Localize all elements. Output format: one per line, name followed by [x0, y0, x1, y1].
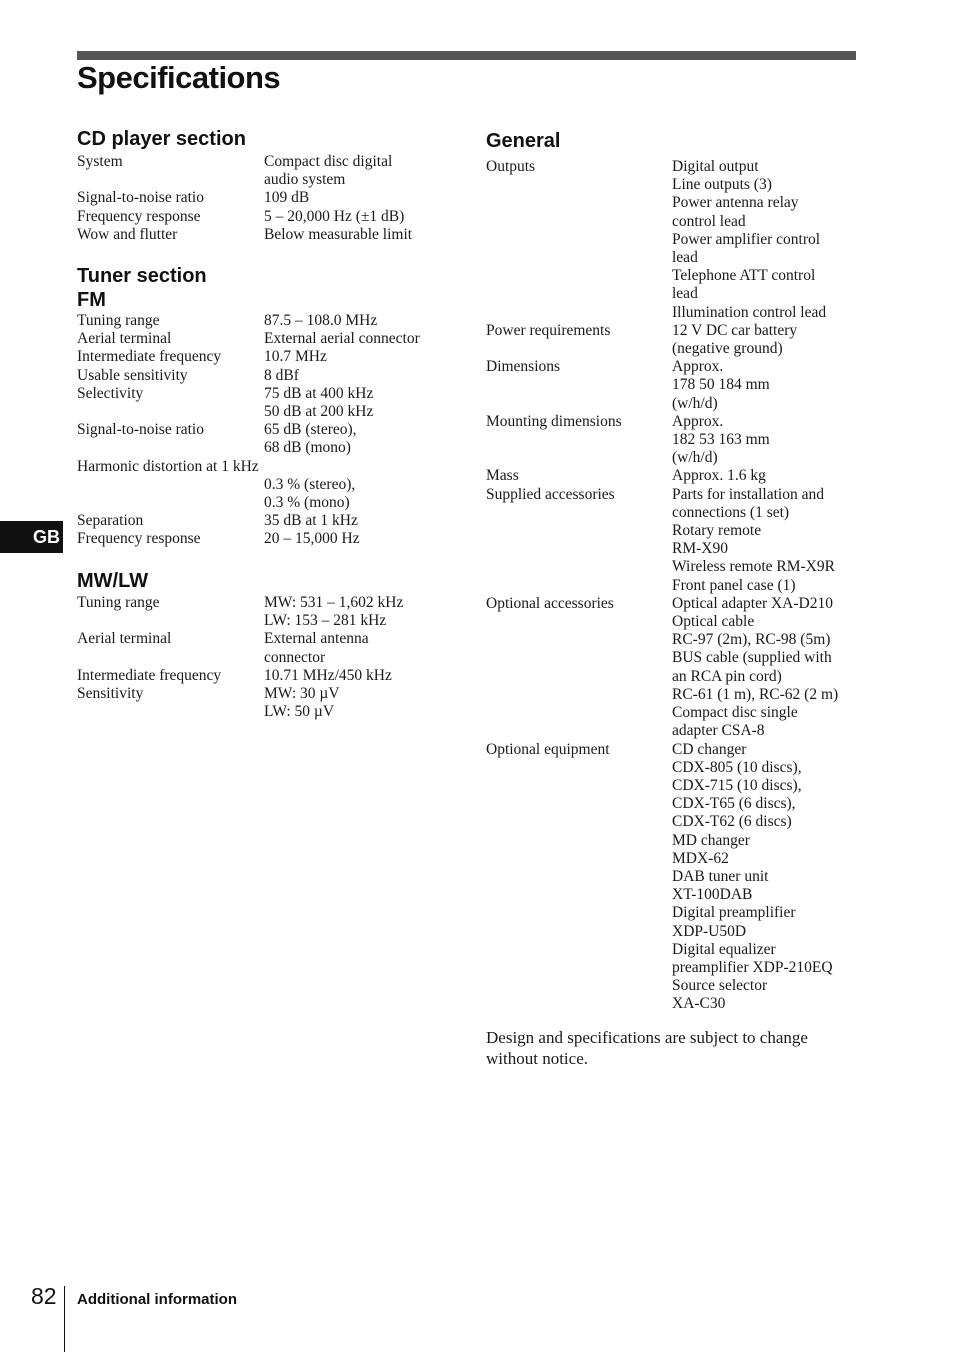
spec-value: MW: 531 – 1,602 kHz LW: 153 – 281 kHz	[264, 594, 404, 630]
spec-value: Optical adapter XA-D210 Optical cable RC-97 (2m), RC-98 (5m) BUS cable (supplied with an RCA pin cord) RC-61 (1 m), RC-62 (2 m) Compact disc single adapter CSA-8	[672, 594, 839, 740]
spec-row	[77, 667, 454, 685]
design-change-note: Design and specifications are subject to change without notice.	[486, 1028, 808, 1068]
spec-value: 109 dB	[264, 189, 310, 207]
spec-row	[77, 153, 454, 189]
spec-label: Signal-to-noise ratio	[77, 421, 204, 439]
spec-label: Optional equipment	[486, 740, 610, 758]
header-rule	[77, 51, 856, 60]
spec-label: Usable sensitivity	[77, 366, 188, 384]
spec-label: Optional accessories	[486, 594, 614, 612]
cd-spec-list	[77, 153, 454, 244]
language-tab	[0, 521, 63, 553]
spec-label: Supplied accessories	[486, 485, 615, 503]
spec-value: CD changer CDX-805 (10 discs), CDX-715 (10 discs), CDX-T65 (6 discs), CDX-T62 (6 discs) MD changer MDX-62 DAB tuner unit XT-100DAB Digital preamplifier XDP-U50D Digital equalizer preamplifier XDP-210EQ Source selector XA-C30	[672, 740, 833, 1013]
cd-section-heading: CD player section	[77, 128, 246, 150]
spec-value: Approx. 178 50 184 mm (w/h/d)	[672, 358, 770, 412]
spec-row	[486, 467, 858, 485]
spec-value: 12 V DC car battery (negative ground)	[672, 321, 798, 358]
spec-label: Power requirements	[486, 321, 611, 339]
page-number: 82	[31, 1283, 57, 1309]
footer-section-label: Additional information	[77, 1291, 237, 1308]
spec-value: 10.71 MHz/450 kHz	[264, 666, 392, 684]
page-title: Specifications	[77, 60, 281, 95]
spec-row	[486, 158, 858, 322]
spec-row	[77, 630, 454, 666]
spec-row	[486, 322, 858, 358]
fm-heading: FM	[77, 289, 106, 311]
spec-value: Compact disc digital audio system	[264, 153, 393, 189]
spec-label: Mounting dimensions	[486, 412, 622, 430]
spec-value: Below measurable limit	[264, 225, 413, 243]
mwlw-heading: MW/LW	[77, 570, 149, 592]
spec-value: Digital output Line outputs (3) Power antenna relay control lead Power amplifier control lead Telephone ATT control lead Illumination control lead	[672, 158, 827, 321]
spec-row	[486, 413, 858, 468]
spec-value: 10.7 MHz	[264, 348, 327, 366]
fm-spec-list	[77, 312, 454, 549]
spec-value: 75 dB at 400 kHz 50 dB at 200 kHz	[264, 384, 374, 421]
spec-label: Dimensions	[486, 358, 561, 376]
spec-value: External antenna connector	[264, 630, 369, 666]
spec-row	[77, 367, 454, 385]
spec-label: Intermediate frequency	[77, 348, 222, 366]
spec-row	[486, 741, 858, 1014]
spec-label: Intermediate frequency	[77, 666, 222, 684]
spec-label: Signal-to-noise ratio	[77, 189, 204, 207]
spec-row	[77, 330, 454, 348]
spec-label: Frequency response	[77, 530, 201, 548]
spec-label: Separation	[77, 512, 144, 530]
spec-row	[486, 595, 858, 741]
general-section-heading: General	[486, 130, 561, 152]
spec-row	[77, 385, 454, 421]
mwlw-spec-list	[77, 594, 454, 721]
spec-row	[77, 512, 454, 530]
spec-value: 5 – 20,000 Hz (±1 dB)	[264, 207, 405, 225]
spec-label: System	[77, 153, 123, 170]
spec-value: Approx. 182 53 163 mm (w/h/d)	[672, 412, 770, 467]
spec-value: 65 dB (stereo), 68 dB (mono)	[264, 421, 357, 457]
spec-row	[77, 189, 454, 207]
harmonic-distortion-value: 0.3 % (stereo), 0.3 % (mono)	[264, 475, 356, 512]
spec-label: Outputs	[486, 158, 536, 175]
spec-value: External aerial connector	[264, 330, 420, 348]
spec-label: Wow and flutter	[77, 225, 178, 243]
spec-value: Parts for installation and connections (1 set) Rotary remote RM-X90 Wireless remote RM-X9R Front panel case (1)	[672, 485, 835, 594]
spec-value: 87.5 – 108.0 MHz	[264, 312, 378, 329]
spec-row	[77, 226, 454, 244]
spec-label: Tuning range	[77, 312, 160, 329]
spec-row	[77, 208, 454, 226]
spec-row	[77, 530, 454, 548]
spec-row	[77, 312, 454, 330]
spec-value: MW: 30 µV LW: 50 µV	[264, 685, 340, 721]
spec-row	[77, 594, 454, 630]
spec-value: 8 dBf	[264, 366, 299, 384]
footer-divider	[64, 1286, 65, 1352]
spec-label: Mass	[486, 467, 519, 485]
spec-row	[77, 685, 454, 721]
spec-label: Tuning range	[77, 594, 160, 611]
spec-label: Frequency response	[77, 207, 201, 225]
tuner-section-heading: Tuner section	[77, 265, 207, 287]
spec-row	[486, 358, 858, 413]
spec-label: Sensitivity	[77, 685, 144, 703]
spec-label: Aerial terminal	[77, 630, 172, 648]
spec-row	[77, 348, 454, 366]
spec-value: Approx. 1.6 kg	[672, 467, 766, 485]
spec-value: 20 – 15,000 Hz	[264, 530, 360, 548]
spec-row	[486, 486, 858, 595]
language-tab-label: GB	[33, 527, 60, 547]
spec-value: 35 dB at 1 kHz	[264, 512, 358, 530]
spec-label: Aerial terminal	[77, 330, 172, 348]
harmonic-distortion-label: Harmonic distortion at 1 kHz	[77, 457, 259, 475]
spec-row	[77, 421, 454, 457]
spec-label: Selectivity	[77, 384, 144, 402]
general-spec-list	[486, 158, 858, 1014]
